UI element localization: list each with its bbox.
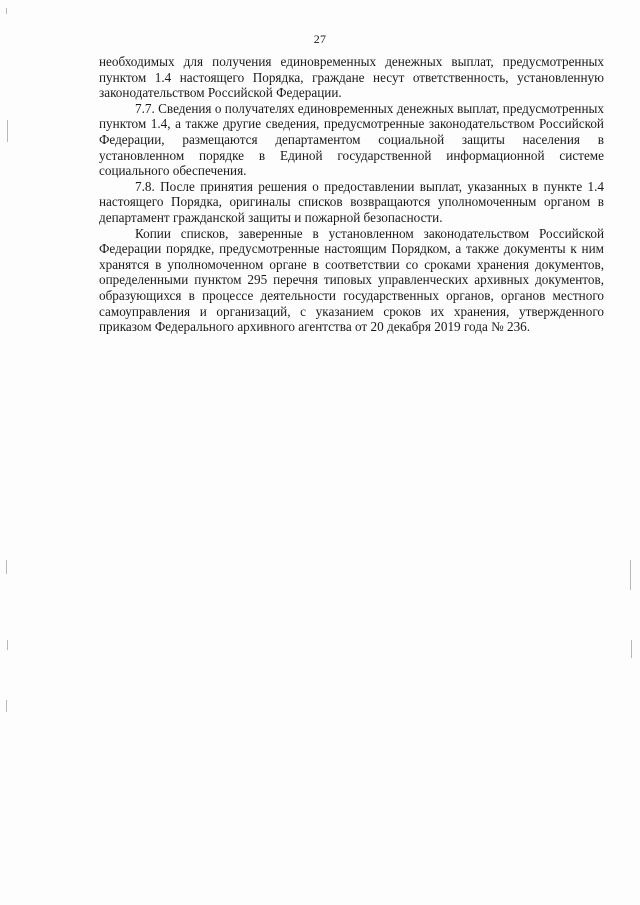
paragraph-7-8: 7.8. После принятия решения о предоставлении выплат, указанных в пункте 1.4 настоящего Порядка, оригиналы списков возвращаются уполномоченным органом в департамент гражданской защиты и пожарной безопасности. — [99, 178, 604, 225]
scan-artifact — [6, 8, 7, 14]
scan-artifact — [630, 560, 631, 590]
paragraph-copies: Копии списков, заверенные в установленном законодательством Российской Федерации порядке, предусмотренные настоящим Порядком, а также документы к ним хранятся в уполномоченном органе в соответствии со сроками хранения документов, определенными пунктом 295 перечня типовых управленческих архивных документов, образующихся в процессе деятельности государственных органов, органов местного самоуправления и организаций, с указанием сроков их хранения, утвержденного приказом Федерального архивного агентства от 20 декабря 2019 года № 236. — [99, 225, 604, 335]
scan-artifact — [6, 700, 7, 712]
paragraph-7-7: 7.7. Сведения о получателях единовременных денежных выплат, предусмотренных пунктом 1.4, а также другие сведения, предусмотренные законодательством Российской Федерации, размещаются департаментом социальной защиты населения в установленном порядке в Единой государственной информационной системе социального обеспечения. — [99, 100, 604, 179]
scan-artifact — [631, 640, 632, 658]
scan-artifact — [7, 120, 8, 142]
document-body — [99, 54, 604, 335]
scan-artifact — [7, 640, 8, 650]
page-number: 27 — [313, 32, 327, 46]
paragraph-continuation: необходимых для получения единовременных денежных выплат, предусмотренных пунктом 1.4 настоящего Порядка, граждане несут ответственность, установленную законодательством Российской Федерации. — [99, 54, 604, 101]
scan-artifact — [6, 560, 7, 574]
